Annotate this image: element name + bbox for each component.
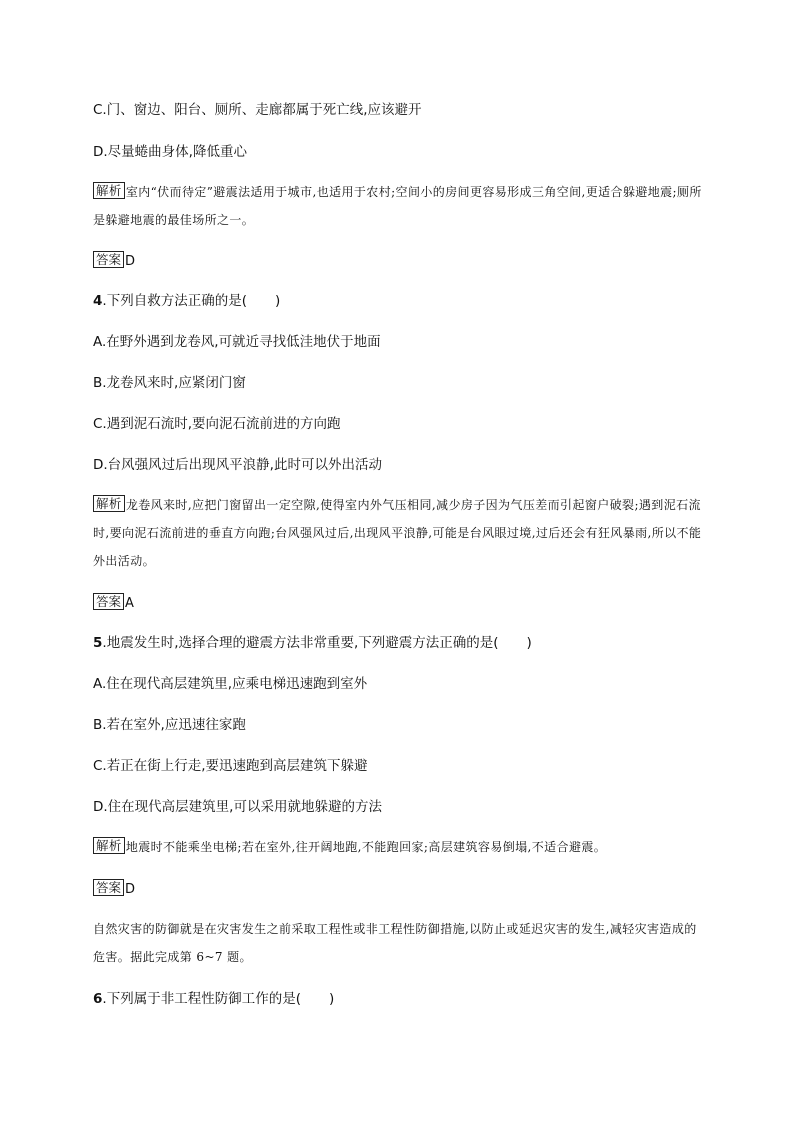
q3-answer xyxy=(93,251,135,271)
q3-answer-value: D xyxy=(125,254,136,269)
passage-text: 自然灾害的防御就是在灾害发生之前采取工程性或非工程性防御措施,以防止或延迟灾害的发生,减轻灾害造成的危害。据此完成第 6~7 题。 xyxy=(93,922,697,964)
q4-answer xyxy=(93,593,134,613)
q5-option-a: A.住在现代高层建筑里,应乘电梯迅速跑到室外 xyxy=(93,676,368,692)
q4-number: 4 xyxy=(93,293,103,309)
q4-option-d: D.台风强风过后出现风平浪静,此时可以外出活动 xyxy=(93,457,382,473)
answer-tag: 答案 xyxy=(93,879,124,896)
q4-option-b: B.龙卷风来时,应紧闭门窗 xyxy=(93,375,246,391)
q5-option-d: D.住在现代高层建筑里,可以采用就地躲避的方法 xyxy=(93,799,382,815)
q5-explanation xyxy=(93,833,703,861)
q5-number: 5 xyxy=(93,635,103,651)
q4-stem-close: ) xyxy=(274,293,281,309)
q6-number: 6 xyxy=(93,991,103,1007)
explanation-tag: 解析 xyxy=(93,837,125,854)
q6-stem xyxy=(93,990,334,1008)
q5-stem xyxy=(93,634,532,652)
q3-option-d: D.尽量蜷曲身体,降低重心 xyxy=(93,144,247,160)
q3-option-c: C.门、窗边、阳台、厕所、走廊都属于死亡线,应该避开 xyxy=(93,102,422,118)
q5-answer xyxy=(93,879,135,899)
q4-explanation-text: 龙卷风来时,应把门窗留出一定空隙,使得室内外气压相同,减少房子因为气压差而引起窗户破裂;遇到泥石流时,要向泥石流前进的垂直方向跑;台风强风过后,出现风平浪静,可能是台风眼过境,过后还会有狂风暴雨,所以不能外出活动。 xyxy=(93,498,702,568)
q5-explanation-text: 地震时不能乘坐电梯;若在室外,往开阔地跑,不能跑回家;高层建筑容易倒塌,不适合避震。 xyxy=(125,840,607,854)
q4-option-a: A.在野外遇到龙卷风,可就近寻找低洼地伏于地面 xyxy=(93,334,381,350)
q4-explanation xyxy=(93,491,703,575)
q6-stem-close: ) xyxy=(328,991,335,1007)
q4-answer-value: A xyxy=(125,596,134,611)
explanation-tag: 解析 xyxy=(93,182,125,199)
q6-stem-text: .下列属于非工程性防御工作的是( xyxy=(102,991,301,1007)
explanation-tag: 解析 xyxy=(93,495,125,512)
q5-option-b: B.若在室外,应迅速往家跑 xyxy=(93,717,246,733)
q5-option-c: C.若正在街上行走,要迅速跑到高层建筑下躲避 xyxy=(93,758,368,774)
q3-explanation-text: 室内“伏而待定”避震法适用于城市,也适用于农村;空间小的房间更容易形成三角空间,更适合躲避地震;厕所是躲避地震的最佳场所之一。 xyxy=(93,185,702,227)
q5-stem-text: .地震发生时,选择合理的避震方法非常重要,下列避震方法正确的是( xyxy=(102,635,499,651)
q5-answer-value: D xyxy=(125,882,136,897)
answer-tag: 答案 xyxy=(93,593,124,610)
q4-option-c: C.遇到泥石流时,要向泥石流前进的方向跑 xyxy=(93,416,341,432)
q4-stem-text: .下列自救方法正确的是( xyxy=(102,293,247,309)
q5-stem-close: ) xyxy=(526,635,532,651)
q4-stem xyxy=(93,292,280,310)
answer-tag: 答案 xyxy=(93,251,124,268)
q3-explanation xyxy=(93,178,703,234)
